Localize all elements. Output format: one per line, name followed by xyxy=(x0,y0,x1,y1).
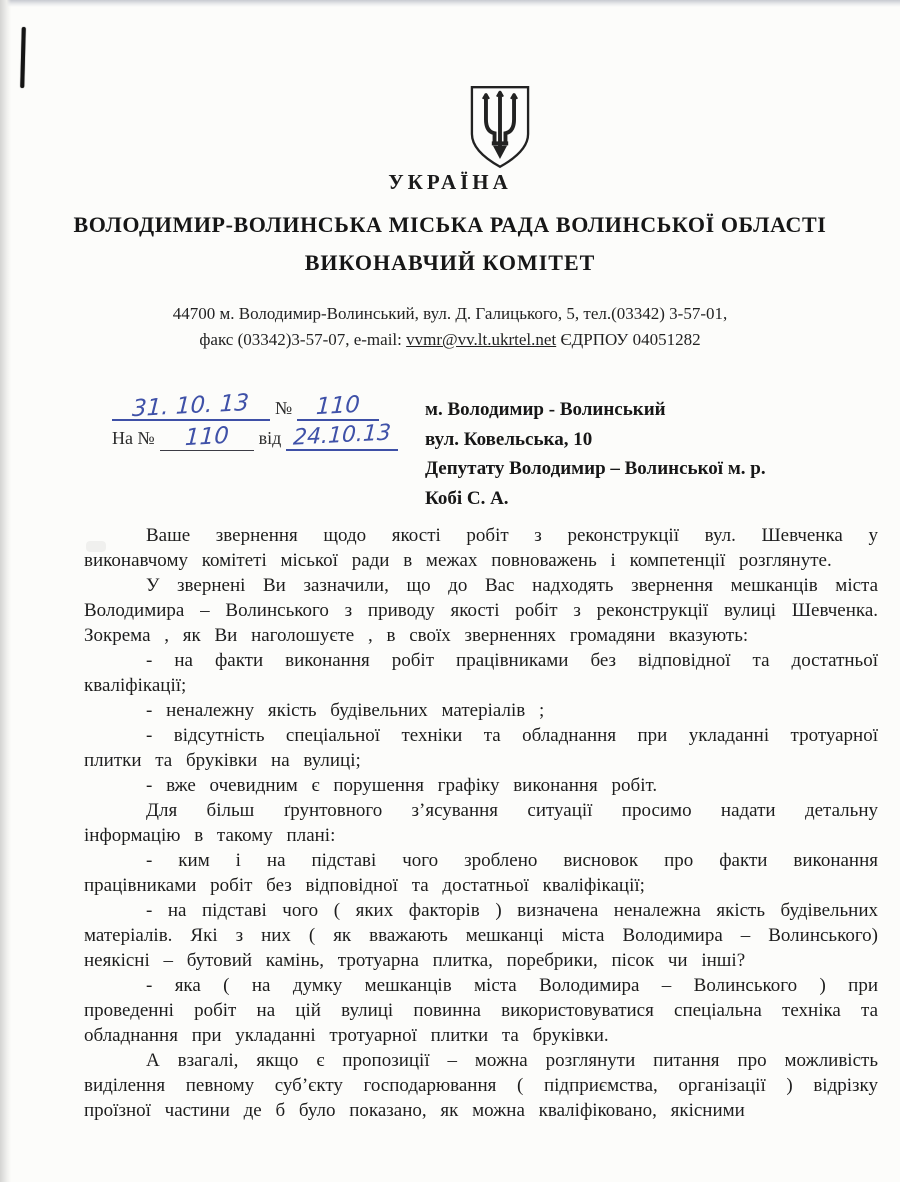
incoming-number-field xyxy=(160,422,254,452)
incoming-reference-row xyxy=(112,420,398,452)
paragraph: Для більш ґрунтовного з’ясування ситуації просимо надати детальну інформацію в такому плані: xyxy=(84,800,878,846)
incoming-date-field xyxy=(286,420,398,451)
outgoing-date-field xyxy=(112,389,270,423)
staple-mark xyxy=(20,27,26,88)
list-item: - неналежну якість будівельних матеріалів ; xyxy=(146,700,545,721)
ukraine-trident-emblem xyxy=(461,84,539,170)
recipient-city: м. Володимир - Волинський xyxy=(425,399,666,420)
scan-edge-top xyxy=(0,0,900,7)
incoming-date-handwritten: 24.10.13 xyxy=(292,420,392,451)
list-item: - на факти виконання робіт працівниками без відповідної та достатньої кваліфікації; xyxy=(84,650,878,696)
paragraph: Ваше звернення щодо якості робіт з реконструкції вул. Шевченка у виконавчому комітеті міської ради в межах повноважень і компетенції розглянуте. xyxy=(84,525,878,571)
recipient-street: вул. Ковельська, 10 xyxy=(425,428,593,450)
paragraph: У звернені Ви зазначили, що до Вас надходять звернення мешканців міста Володимира – Волинського з приводу якості робіт з реконструкції вулиці Шевченка. Зокрема , як Ви наголошуєте , в своїх зверненнях громадяни вказують: xyxy=(84,575,878,646)
paragraph: А взагалі, якщо є пропозиції – можна розглянути питання про можливість виділення певному суб’єкту господарювання ( підприємства, організації ) відрізку проїзної частини де б було показано, як можна кваліфіковано, якісними xyxy=(84,1050,878,1121)
list-item: - яка ( на думку мешканців міста Володимира – Волинського ) при проведенні робіт на цій вулиці повинна використовуватися спеціальна техніка та обладнання при укладанні тротуарної плитки та бруківки. xyxy=(84,975,878,1046)
outgoing-reference-row xyxy=(112,389,398,423)
organization-name: ВОЛОДИМИР-ВОЛИНСЬКА МІСЬКА РАДА ВОЛИНСЬКОЇ ОБЛАСТІ xyxy=(73,212,827,237)
contact-line-2-prefix: факс (03342)3-57-07, e-mail: xyxy=(199,330,407,349)
contact-info xyxy=(0,301,900,353)
list-item: - на підставі чого ( яких факторів ) визначена неналежна якість будівельних матеріалів. Які з них ( як вважають мешканці міста Володимира – Волинського) неякісні – бутовий камінь, тротуарна плитка, поребрики, пісок чи інші? xyxy=(84,900,878,971)
incoming-number-handwritten: 110 xyxy=(184,422,230,452)
recipient-name: Кобі С. А. xyxy=(425,487,509,509)
list-item: - відсутність спеціальної техніки та обладнання при укладанні тротуарної плитки та бруківки на вулиці; xyxy=(84,725,878,771)
number-sign-label: № xyxy=(275,398,293,418)
reference-block xyxy=(112,389,398,452)
organization-department: ВИКОНАВЧИЙ КОМІТЕТ xyxy=(304,250,596,275)
outgoing-number-handwritten: 110 xyxy=(315,391,361,421)
contact-line-2 xyxy=(0,327,900,353)
recipient-title: Депутату Володимир – Волинської м. р. xyxy=(425,458,766,479)
list-item: - ким і на підставі чого зроблено висновок про факти виконання працівниками робіт без відповідної та достатньої кваліфікації; xyxy=(84,850,878,896)
outgoing-number-field xyxy=(297,391,379,421)
email-address: vvmr@vv.lt.ukrtel.net xyxy=(406,330,557,349)
recipient-block xyxy=(425,395,766,513)
reply-prefix-label: На № xyxy=(112,428,155,448)
list-item: - вже очевидним є порушення графіку виконання робіт. xyxy=(146,775,658,796)
country-name: УКРАЇНА xyxy=(388,170,512,194)
outgoing-date-handwritten: 31. 10. 13 xyxy=(131,389,251,423)
contact-line-2-suffix: ЄДРПОУ 04051282 xyxy=(556,330,701,349)
letter-body xyxy=(84,523,878,1182)
contact-line-1: 44700 м. Володимир-Волинський, вул. Д. Галицького, 5, тел.(03342) 3-57-01, xyxy=(172,304,728,323)
date-word-label: від xyxy=(258,428,282,448)
